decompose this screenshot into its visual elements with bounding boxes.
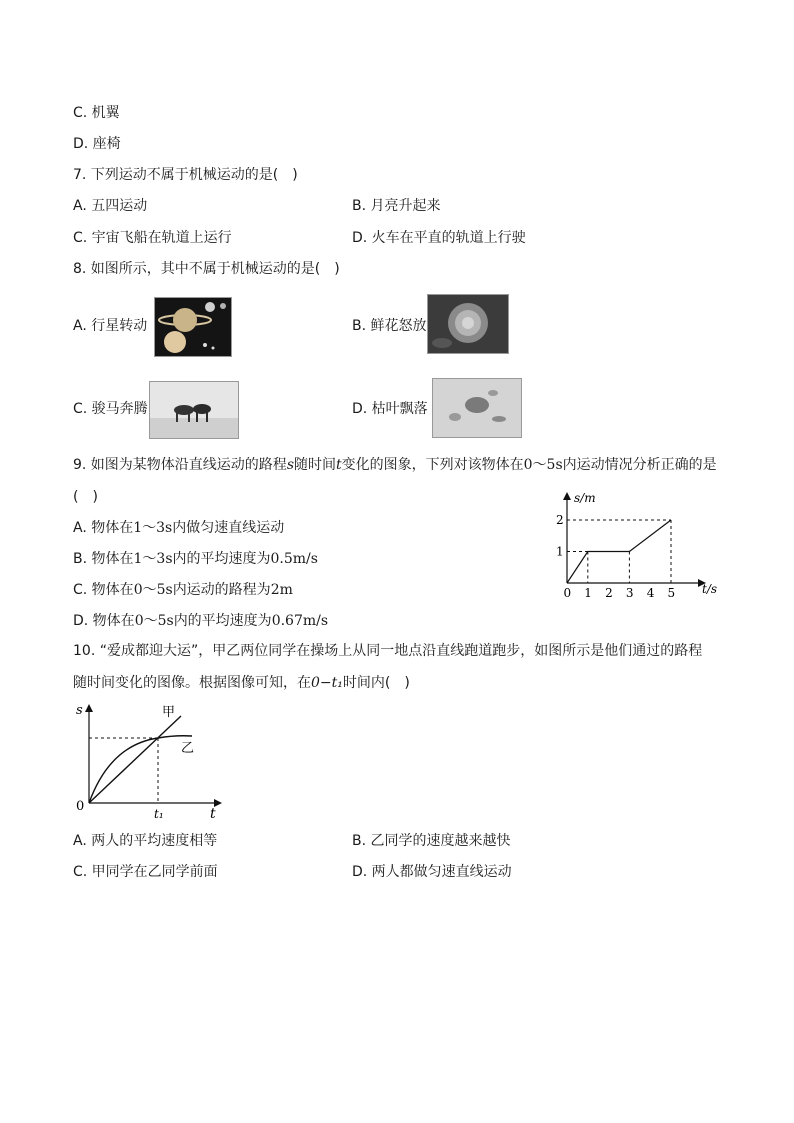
q6-option-c: C. 机翼 [73, 105, 120, 121]
q10-option-c: C. 甲同学在乙同学前面 [73, 864, 218, 880]
q9-option-d: D. 物体在0～5s内的平均速度为0.67m/s [73, 613, 329, 629]
falling-leaves-image [432, 378, 522, 438]
q9-option-a: A. 物体在1～3s内做匀速直线运动 [73, 520, 285, 536]
y-tick-label: 1 [556, 544, 564, 559]
q9-stem: 9. 如图为某物体沿直线运动的路程s随时间t变化的图象，下列对该物体在0～5s内运动情况分析正确的是 [73, 457, 717, 473]
q10-st-chart [70, 700, 230, 822]
series-label-jia: 甲 [162, 705, 176, 720]
q8-option-a: A. 行星转动 [73, 318, 148, 334]
x-tick-label: 1 [584, 586, 592, 600]
x-tick-label: 4 [646, 586, 655, 600]
q10-option-d: D. 两人都做匀速直线运动 [352, 864, 512, 880]
x-tick-label: 5 [667, 586, 676, 600]
q7-stem: 7. 下列运动不属于机械运动的是( ) [73, 167, 298, 183]
q10-option-b: B. 乙同学的速度越来越快 [352, 833, 511, 849]
q8-option-c: C. 骏马奔腾 [73, 401, 148, 417]
flower-image [427, 294, 509, 354]
q7-option-b: B. 月亮升起来 [352, 198, 441, 214]
q10-stem-line1: 10. “爱成都迎大运”，甲乙两位同学在操场上从同一地点沿直线跑道跑步，如图所示是他们通过的路程 [73, 643, 703, 659]
x-axis-label: t/s [702, 582, 718, 596]
x-tick-label: t₁ [154, 807, 164, 821]
q9-option-c: C. 物体在0～5s内运动的路程为2m [73, 582, 293, 598]
q8-stem: 8. 如图所示，其中不属于机械运动的是( ) [73, 261, 340, 277]
q9-option-b: B. 物体在1～3s内的平均速度为0.5m/s [73, 551, 318, 567]
series-line [567, 520, 671, 583]
horses-image [149, 381, 239, 439]
q10-stem-line2: 随时间变化的图像。根据图像可知，在0−t₁时间内( ) [73, 675, 410, 691]
x-tick-label: 2 [605, 586, 613, 600]
y-axis-label: s [76, 703, 83, 718]
y-tick-label: 2 [556, 513, 564, 527]
y-axis-label: s/m [574, 491, 596, 505]
q8-option-d: D. 枯叶飘落 [352, 401, 428, 417]
planets-image [154, 297, 232, 357]
series-label-yi: 乙 [181, 741, 195, 756]
x-axis-label: t [210, 806, 216, 822]
origin-label: 0 [76, 799, 85, 814]
q7-option-c: C. 宇宙飞船在轨道上运行 [73, 230, 232, 246]
q6-option-d: D. 座椅 [73, 136, 121, 152]
x-tick-label: 3 [625, 586, 634, 600]
q7-option-d: D. 火车在平直的轨道上行驶 [352, 230, 526, 246]
x-tick-label: 0 [563, 586, 572, 600]
q7-option-a: A. 五四运动 [73, 198, 148, 214]
q9-paren: ( ) [73, 489, 98, 505]
q9-st-chart [550, 486, 730, 604]
series-line-jia [89, 716, 181, 803]
y-axis-arrow [563, 492, 571, 500]
y-axis-arrow [85, 704, 93, 712]
q10-option-a: A. 两人的平均速度相等 [73, 833, 218, 849]
q8-option-b: B. 鲜花怒放 [352, 318, 427, 334]
series-line-yi [89, 736, 195, 803]
